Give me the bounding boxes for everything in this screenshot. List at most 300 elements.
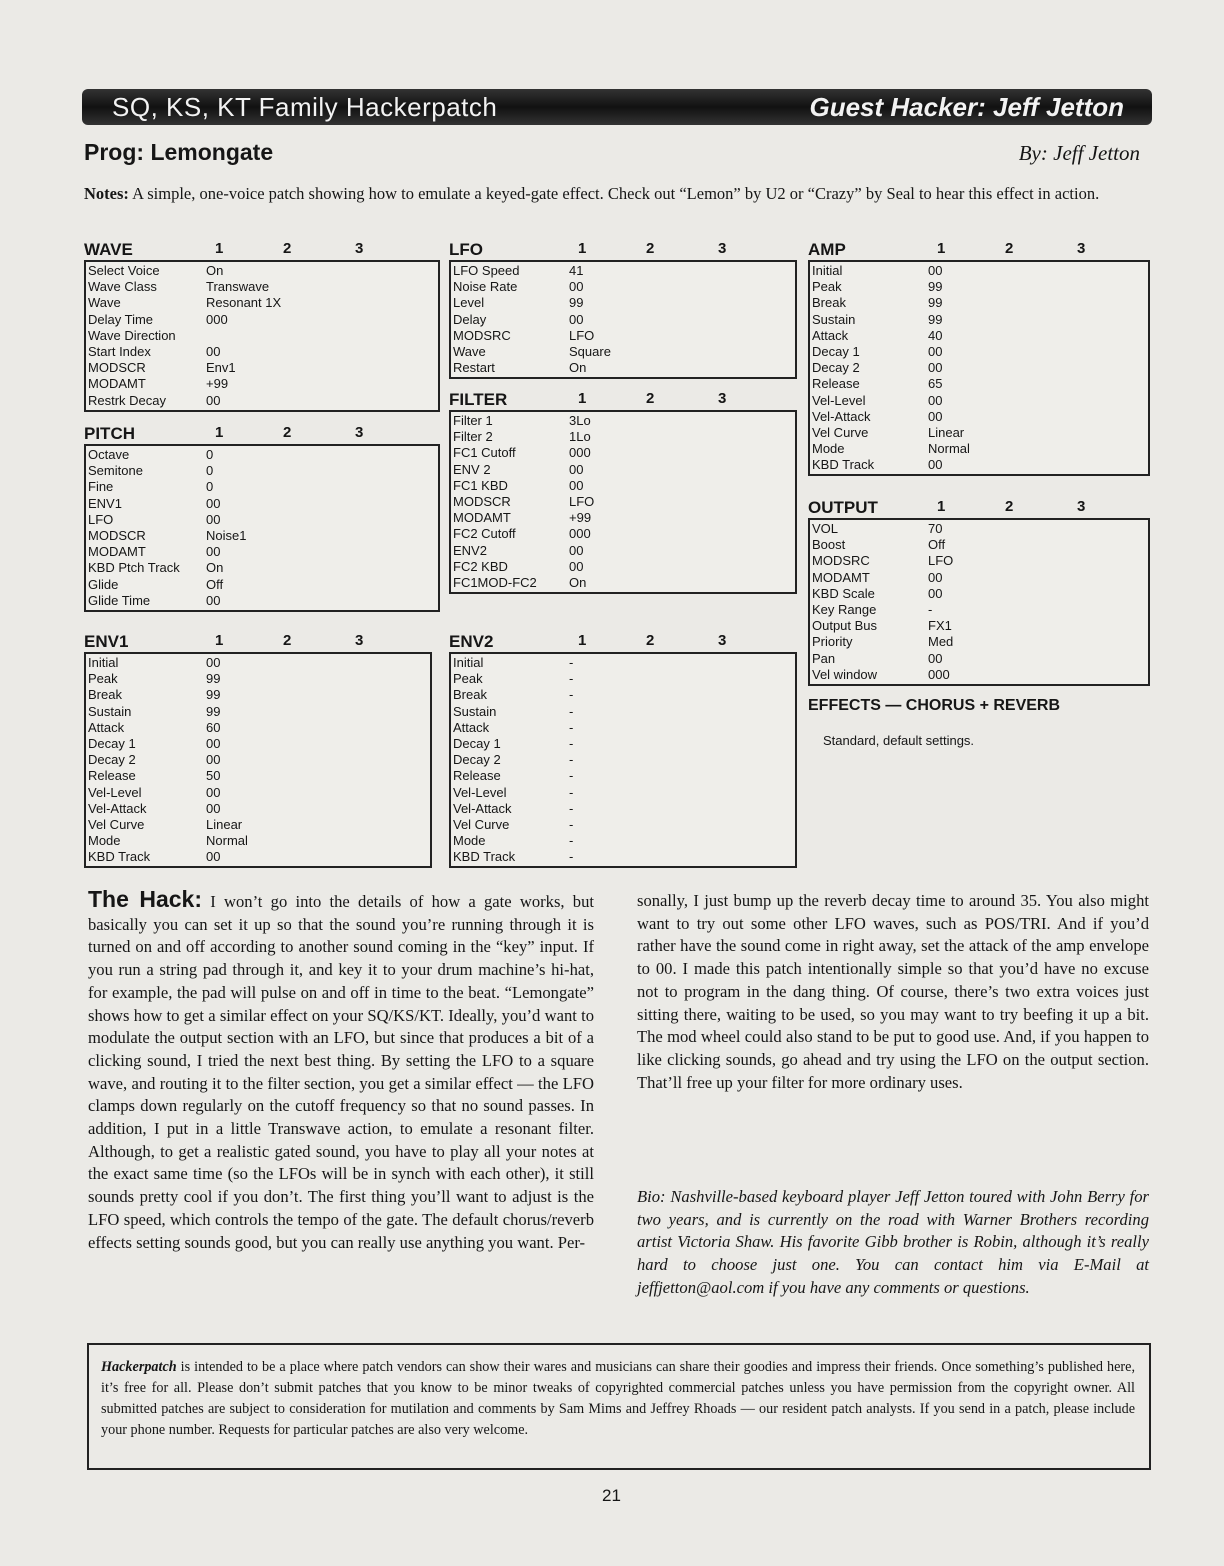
amp-section bbox=[808, 240, 1150, 476]
parameter-name: Decay 2 bbox=[88, 752, 136, 768]
parameter-name: FC1 Cutoff bbox=[453, 445, 516, 461]
parameter-value: 00 bbox=[206, 784, 221, 800]
parameter-row bbox=[86, 479, 438, 495]
parameter-row bbox=[451, 543, 795, 559]
section-header bbox=[808, 498, 1150, 518]
parameter-value: Normal bbox=[928, 441, 970, 457]
parameter-name: Glide Time bbox=[88, 592, 151, 608]
parameter-row bbox=[810, 521, 1148, 537]
parameter-value: 00 bbox=[569, 279, 584, 295]
parameter-value: - bbox=[569, 849, 574, 865]
parameter-row bbox=[86, 849, 430, 865]
parameter-row bbox=[86, 768, 430, 784]
parameter-value: +99 bbox=[206, 376, 229, 392]
parameter-row bbox=[86, 376, 438, 392]
parameter-row bbox=[810, 667, 1148, 683]
parameter-row bbox=[451, 344, 795, 360]
section-name: ENV2 bbox=[449, 632, 494, 651]
lfo-section bbox=[449, 240, 797, 379]
parameter-name: KBD Track bbox=[812, 457, 875, 473]
section-name: FILTER bbox=[449, 390, 508, 409]
guest-hacker-label: Guest Hacker: Jeff Jetton bbox=[809, 92, 1124, 122]
parameter-name: MODAMT bbox=[812, 569, 870, 585]
column-number: 1 bbox=[215, 240, 224, 257]
parameter-value: LFO bbox=[569, 493, 595, 509]
parameter-value: - bbox=[569, 784, 574, 800]
disclaimer-lead: Hackerpatch bbox=[101, 1359, 177, 1375]
parameter-name: Release bbox=[812, 376, 860, 392]
parameter-value: 99 bbox=[928, 295, 943, 311]
parameter-value: 00 bbox=[928, 392, 943, 408]
parameter-row bbox=[810, 328, 1148, 344]
parameter-row bbox=[86, 720, 430, 736]
parameter-value: LFO bbox=[928, 553, 954, 569]
parameter-row bbox=[451, 462, 795, 478]
column-number: 1 bbox=[215, 424, 224, 441]
parameter-row bbox=[86, 833, 430, 849]
parameter-value: 00 bbox=[569, 311, 584, 327]
parameter-row bbox=[86, 560, 438, 576]
parameter-name: Peak bbox=[453, 671, 483, 687]
section-header bbox=[84, 240, 440, 260]
column-number: 3 bbox=[355, 424, 364, 441]
parameter-value: Resonant 1X bbox=[206, 295, 282, 311]
column-title: SQ, KS, KT Family Hackerpatch bbox=[112, 92, 498, 122]
parameter-name: VOL bbox=[812, 521, 839, 536]
parameter-row bbox=[451, 817, 795, 833]
parameter-value: 60 bbox=[206, 719, 221, 735]
parameter-value: - bbox=[569, 800, 574, 816]
parameter-row bbox=[451, 478, 795, 494]
section-name: PITCH bbox=[84, 424, 135, 443]
parameter-value: Noise1 bbox=[206, 527, 247, 543]
parameter-row bbox=[86, 463, 438, 479]
parameter-value: 00 bbox=[206, 544, 221, 560]
disclaimer-text: is intended to be a place where patch vendors can show their wares and musicians can share their goodies and impress their friends. Once something’s published here, it’s free for all. Please don’t submit patches that you know to be minor tweaks of copyrighted commercial patches unless you have permission from the copyright owner. All submitted patches are subject to consideration for mutilation and comments by Sam Mims and Jeffrey Rhoads — our resident patch analysts. If you send in a patch, please include your phone number. Requests for particular patches are also very welcome. bbox=[101, 1359, 1135, 1438]
parameter-value: 00 bbox=[206, 495, 221, 511]
parameter-name: Delay Time bbox=[88, 311, 154, 327]
parameter-value: 70 bbox=[928, 521, 943, 536]
parameter-row bbox=[810, 344, 1148, 360]
parameter-row bbox=[810, 409, 1148, 425]
parameter-row bbox=[451, 704, 795, 720]
column-number: 1 bbox=[578, 390, 587, 407]
parameter-value: 40 bbox=[928, 327, 943, 343]
parameter-value: 00 bbox=[206, 511, 221, 527]
parameter-value: On bbox=[206, 560, 224, 576]
parameter-value: 99 bbox=[569, 295, 584, 311]
parameter-name: ENV 2 bbox=[453, 461, 491, 477]
parameter-row bbox=[86, 496, 438, 512]
column-number: 2 bbox=[1005, 498, 1014, 515]
parameter-value: - bbox=[569, 735, 574, 751]
parameter-row bbox=[86, 704, 430, 720]
parameter-value: +99 bbox=[569, 510, 592, 526]
parameter-name: Attack bbox=[812, 327, 849, 343]
parameter-name: Vel-Attack bbox=[453, 800, 512, 816]
parameter-row bbox=[451, 720, 795, 736]
parameter-name: Decay 1 bbox=[812, 343, 860, 359]
parameter-name: Vel-Attack bbox=[88, 800, 147, 816]
parameter-row bbox=[810, 376, 1148, 392]
parameter-row bbox=[451, 413, 795, 429]
column-number: 3 bbox=[355, 240, 364, 257]
output-section bbox=[808, 498, 1150, 686]
parameter-value: Off bbox=[928, 537, 946, 553]
parameter-name: Noise Rate bbox=[453, 279, 518, 295]
parameter-name: Vel-Level bbox=[453, 784, 507, 800]
parameter-row bbox=[86, 447, 438, 463]
parameter-name: Decay 2 bbox=[812, 360, 860, 376]
column-number: 1 bbox=[937, 240, 946, 257]
parameter-name: Sustain bbox=[88, 703, 132, 719]
parameter-row bbox=[810, 651, 1148, 667]
parameter-row bbox=[86, 752, 430, 768]
byline: By: Jeff Jetton bbox=[1018, 141, 1140, 165]
parameter-name: Wave bbox=[453, 343, 486, 359]
parameter-value: - bbox=[569, 703, 574, 719]
parameter-name: MODSCR bbox=[453, 493, 511, 509]
parameter-value: 0 bbox=[206, 463, 214, 479]
author-bio: Bio: Nashville-based keyboard player Jeff Jetton toured with John Berry for two years, and is currently on the road with Warner Brothers recording artist Victoria Shaw. His favorite Gibb brother is Robin, although it’s really hard to choose just one. You can contact him via E-Mail at jeffjetton@aol.com if you have any comments or questions. bbox=[637, 1187, 1149, 1297]
parameter-value: - bbox=[569, 752, 574, 768]
parameter-name: LFO bbox=[88, 511, 114, 527]
parameter-value: 0 bbox=[206, 479, 214, 495]
parameter-value: On bbox=[206, 263, 224, 278]
parameter-name: Decay 2 bbox=[453, 752, 501, 768]
parameter-row bbox=[451, 510, 795, 526]
parameter-value: - bbox=[569, 833, 574, 849]
parameter-value: Linear bbox=[928, 424, 965, 440]
parameter-value: 00 bbox=[569, 461, 584, 477]
parameter-row bbox=[810, 602, 1148, 618]
notes-label: Notes: bbox=[84, 184, 129, 203]
parameter-row bbox=[451, 295, 795, 311]
filter-section bbox=[449, 390, 797, 594]
section-name: LFO bbox=[449, 240, 483, 259]
parameter-name: Filter 1 bbox=[453, 413, 493, 428]
parameter-row bbox=[810, 586, 1148, 602]
section-name: OUTPUT bbox=[808, 498, 878, 517]
parameter-value: 1Lo bbox=[569, 429, 591, 445]
parameter-row bbox=[810, 425, 1148, 441]
section-header bbox=[449, 632, 797, 652]
column-number: 2 bbox=[283, 424, 292, 441]
parameter-value: 00 bbox=[928, 343, 943, 359]
parameter-name: MODAMT bbox=[453, 510, 511, 526]
parameter-box bbox=[449, 410, 797, 594]
parameter-value: 00 bbox=[206, 735, 221, 751]
parameter-box bbox=[808, 518, 1150, 686]
parameter-box bbox=[449, 260, 797, 379]
parameter-name: Restrk Decay bbox=[88, 392, 167, 408]
parameter-box bbox=[449, 652, 797, 868]
parameter-row bbox=[86, 393, 438, 409]
parameter-value: Off bbox=[206, 576, 224, 592]
parameter-name: MODSRC bbox=[812, 553, 870, 569]
parameter-name: MODAMT bbox=[88, 376, 146, 392]
parameter-name: ENV2 bbox=[453, 542, 487, 558]
parameter-name: FC2 KBD bbox=[453, 558, 508, 574]
parameter-value: 99 bbox=[928, 279, 943, 295]
parameter-name: Priority bbox=[812, 634, 853, 650]
column-number: 3 bbox=[718, 390, 727, 407]
parameter-row bbox=[86, 577, 438, 593]
parameter-value: 99 bbox=[928, 311, 943, 327]
parameter-row bbox=[86, 328, 438, 344]
parameter-row bbox=[86, 544, 438, 560]
parameter-name: Pan bbox=[812, 650, 836, 666]
parameter-value: 00 bbox=[206, 343, 221, 359]
parameter-name: Vel Curve bbox=[88, 816, 145, 832]
parameter-value: 00 bbox=[569, 542, 584, 558]
page-number: 21 bbox=[602, 1486, 621, 1505]
section-name: WAVE bbox=[84, 240, 133, 259]
parameter-row bbox=[451, 360, 795, 376]
parameter-name: KBD Track bbox=[88, 849, 151, 865]
parameter-value: - bbox=[569, 719, 574, 735]
parameter-row bbox=[451, 655, 795, 671]
column-number: 3 bbox=[1077, 498, 1086, 515]
parameter-row bbox=[810, 570, 1148, 586]
parameter-value: 000 bbox=[928, 666, 950, 682]
parameter-name: Key Range bbox=[812, 601, 877, 617]
parameter-value: Square bbox=[569, 343, 611, 359]
parameter-name: Octave bbox=[88, 447, 130, 462]
parameter-name: MODSRC bbox=[453, 327, 511, 343]
parameter-row bbox=[86, 295, 438, 311]
parameter-value: Transwave bbox=[206, 279, 270, 295]
parameter-row bbox=[86, 312, 438, 328]
section-header bbox=[808, 240, 1150, 260]
parameter-name: LFO Speed bbox=[453, 263, 520, 278]
parameter-name: Delay bbox=[453, 311, 487, 327]
parameter-name: Vel window bbox=[812, 666, 878, 682]
parameter-value: 000 bbox=[569, 445, 591, 461]
parameter-name: Attack bbox=[453, 719, 490, 735]
parameter-row bbox=[451, 263, 795, 279]
parameter-name: Vel-Attack bbox=[812, 408, 871, 424]
parameter-name: Restart bbox=[453, 360, 495, 376]
parameter-name: Break bbox=[812, 295, 846, 311]
section-header bbox=[84, 632, 432, 652]
parameter-value: - bbox=[569, 768, 574, 784]
parameter-value: 99 bbox=[206, 671, 221, 687]
parameter-row bbox=[86, 263, 438, 279]
parameter-value: 99 bbox=[206, 687, 221, 703]
column-number: 1 bbox=[937, 498, 946, 515]
parameter-name: KBD Scale bbox=[812, 585, 875, 601]
parameter-name: MODSCR bbox=[88, 527, 146, 543]
parameter-value: 00 bbox=[928, 263, 943, 278]
parameter-row bbox=[810, 553, 1148, 569]
column-number: 1 bbox=[215, 632, 224, 649]
parameter-name: Peak bbox=[812, 279, 842, 295]
parameter-value: 00 bbox=[206, 592, 221, 608]
parameter-row bbox=[451, 752, 795, 768]
parameter-name: Wave Direction bbox=[88, 327, 176, 343]
parameter-row bbox=[451, 671, 795, 687]
parameter-value: - bbox=[569, 816, 574, 832]
notes-text: A simple, one-voice patch showing how to emulate a keyed-gate effect. Check out “Lemon” by U2 or “Crazy” by Seal to hear this effect in action. bbox=[132, 184, 1100, 203]
parameter-value: LFO bbox=[569, 327, 595, 343]
parameter-value: FX1 bbox=[928, 618, 952, 634]
parameter-name: Initial bbox=[453, 655, 484, 670]
parameter-value: 00 bbox=[206, 849, 221, 865]
parameter-name: Boost bbox=[812, 537, 846, 553]
parameter-value: 00 bbox=[206, 655, 221, 670]
parameter-value: Linear bbox=[206, 816, 243, 832]
parameter-row bbox=[86, 360, 438, 376]
column-number: 2 bbox=[283, 632, 292, 649]
parameter-name: Level bbox=[453, 295, 485, 311]
parameter-name: FC1MOD-FC2 bbox=[453, 574, 537, 590]
parameter-value: Env1 bbox=[206, 360, 236, 376]
parameter-box bbox=[808, 260, 1150, 476]
parameter-value: 65 bbox=[928, 376, 943, 392]
parameter-name: KBD Ptch Track bbox=[88, 560, 180, 576]
parameter-row bbox=[810, 441, 1148, 457]
parameter-row bbox=[810, 312, 1148, 328]
parameter-row bbox=[451, 559, 795, 575]
column-number: 2 bbox=[1005, 240, 1014, 257]
parameter-row bbox=[86, 528, 438, 544]
parameter-row bbox=[810, 279, 1148, 295]
parameter-row bbox=[810, 634, 1148, 650]
parameter-name: Vel Curve bbox=[453, 816, 510, 832]
parameter-box bbox=[84, 260, 440, 412]
parameter-name: Vel-Level bbox=[812, 392, 866, 408]
parameter-name: Sustain bbox=[812, 311, 856, 327]
env2-section bbox=[449, 632, 797, 868]
parameter-row bbox=[451, 833, 795, 849]
parameter-value: 00 bbox=[569, 477, 584, 493]
column-number: 2 bbox=[646, 390, 655, 407]
hack-body-left: I won’t go into the details of how a gate works, but basically you can set it up so that the sound you’re running through it is turned on and off according to another sound coming in the “key” input. If you run a string pad through it, and key it to your drum machine’s hi-hat, for example, the pad will pulse on and off in time to the beat. “Lemongate” shows how to get a similar effect on your SQ/KS/KT. Ideally, you’d want to modulate the output section with an LFO, but since that produces a bit of a clicking sound, I tried the next best thing. By setting the LFO to a square wave, and routing it to the filter section, you get a similar effect — the LFO clamps down regularly on the cutoff frequency so that no sound passes. In addition, I put in a little Transwave action, to emulate a resonant filter. Although, to get a realistic gated sound, you have to play all your notes at the exact same time (so the LFOs will be in synch with each other), it still sounds pretty cool if you don’t. The first thing you’ll want to adjust is the LFO speed, which controls the tempo of the gate. The default chorus/reverb effects setting sounds good, but you can really use anything you want. Per- bbox=[88, 892, 594, 1252]
parameter-row bbox=[810, 537, 1148, 553]
parameter-value: On bbox=[569, 574, 587, 590]
parameter-row bbox=[86, 655, 430, 671]
column-number: 2 bbox=[646, 240, 655, 257]
parameter-value: - bbox=[569, 655, 574, 670]
parameter-row bbox=[86, 817, 430, 833]
parameter-name: Mode bbox=[453, 833, 486, 849]
parameter-name: Sustain bbox=[453, 703, 497, 719]
parameter-name: Vel-Level bbox=[88, 784, 142, 800]
parameter-value: 00 bbox=[928, 360, 943, 376]
parameter-row bbox=[451, 687, 795, 703]
parameter-row bbox=[451, 736, 795, 752]
parameter-name: Glide bbox=[88, 576, 119, 592]
wave-section bbox=[84, 240, 440, 412]
parameter-row bbox=[451, 801, 795, 817]
parameter-name: Mode bbox=[88, 833, 121, 849]
parameter-value: 99 bbox=[206, 703, 221, 719]
pitch-section bbox=[84, 424, 440, 612]
parameter-row bbox=[810, 618, 1148, 634]
hack-lead: The Hack: bbox=[88, 886, 203, 912]
hack-text-left bbox=[88, 888, 594, 1254]
header-banner bbox=[82, 89, 1152, 125]
column-number: 3 bbox=[355, 632, 364, 649]
parameter-value: 41 bbox=[569, 263, 584, 278]
parameter-row bbox=[451, 312, 795, 328]
parameter-row bbox=[451, 849, 795, 865]
hackerpatch-disclaimer bbox=[87, 1343, 1151, 1470]
parameter-row bbox=[451, 429, 795, 445]
parameter-row bbox=[451, 785, 795, 801]
section-name: AMP bbox=[808, 240, 846, 259]
patch-notes bbox=[84, 182, 1150, 205]
parameter-box bbox=[84, 444, 440, 612]
column-number: 2 bbox=[646, 632, 655, 649]
section-header bbox=[449, 240, 797, 260]
parameter-value: 00 bbox=[928, 585, 943, 601]
parameter-value: 00 bbox=[928, 569, 943, 585]
column-number: 1 bbox=[578, 632, 587, 649]
parameter-name: Mode bbox=[812, 441, 845, 457]
parameter-value: On bbox=[569, 360, 587, 376]
parameter-name: FC2 Cutoff bbox=[453, 526, 516, 542]
parameter-name: Start Index bbox=[88, 343, 151, 359]
hack-text-right: sonally, I just bump up the reverb decay time to around 35. You also might want to try out some other LFO waves, such as POS/TRI. And if you’d rather have the sound come in right away, set the attack of the amp envelope to 00. I made this patch intentionally simple so that you’d have no excuse not to program in the dang thing. Of course, there’s two extra voices just sitting there, waiting to be used, so you may want to try beefing it up a bit. The mod wheel could also stand to be put to good use. And, if you happen to like clicking sounds, go ahead and try using the LFO on the output section. That’ll free up your filter for more ordinary uses. bbox=[637, 891, 1149, 1092]
parameter-name: Fine bbox=[88, 479, 114, 495]
parameter-value: 00 bbox=[928, 457, 943, 473]
parameter-row bbox=[86, 279, 438, 295]
parameter-name: Peak bbox=[88, 671, 118, 687]
parameter-name: Output Bus bbox=[812, 618, 878, 634]
parameter-name: MODSCR bbox=[88, 360, 146, 376]
column-number: 1 bbox=[578, 240, 587, 257]
effects-title: EFFECTS — CHORUS + REVERB bbox=[808, 697, 1061, 714]
parameter-row bbox=[86, 736, 430, 752]
parameter-row bbox=[86, 801, 430, 817]
parameter-row bbox=[451, 445, 795, 461]
parameter-row bbox=[451, 279, 795, 295]
parameter-row bbox=[86, 593, 438, 609]
parameter-value: 00 bbox=[928, 408, 943, 424]
parameter-value: 00 bbox=[206, 392, 221, 408]
column-number: 3 bbox=[1077, 240, 1086, 257]
parameter-value: Normal bbox=[206, 833, 248, 849]
parameter-row bbox=[451, 575, 795, 591]
parameter-value: 00 bbox=[206, 800, 221, 816]
parameter-row bbox=[810, 393, 1148, 409]
parameter-row bbox=[451, 768, 795, 784]
parameter-value: 000 bbox=[206, 311, 228, 327]
parameter-name: MODAMT bbox=[88, 544, 146, 560]
env1-section bbox=[84, 632, 432, 868]
parameter-row bbox=[810, 457, 1148, 473]
column-number: 3 bbox=[718, 632, 727, 649]
parameter-row bbox=[86, 785, 430, 801]
parameter-value: - bbox=[928, 601, 933, 617]
parameter-name: FC1 KBD bbox=[453, 477, 508, 493]
parameter-row bbox=[451, 526, 795, 542]
parameter-value: - bbox=[569, 687, 574, 703]
parameter-row bbox=[86, 512, 438, 528]
section-name: ENV1 bbox=[84, 632, 129, 651]
parameter-value: 00 bbox=[206, 752, 221, 768]
section-header bbox=[84, 424, 440, 444]
parameter-name: Select Voice bbox=[88, 263, 160, 278]
parameter-row bbox=[451, 494, 795, 510]
parameter-name: Filter 2 bbox=[453, 429, 493, 445]
parameter-value: 00 bbox=[928, 650, 943, 666]
parameter-row bbox=[451, 328, 795, 344]
parameter-value: 0 bbox=[206, 447, 214, 462]
parameter-row bbox=[86, 687, 430, 703]
